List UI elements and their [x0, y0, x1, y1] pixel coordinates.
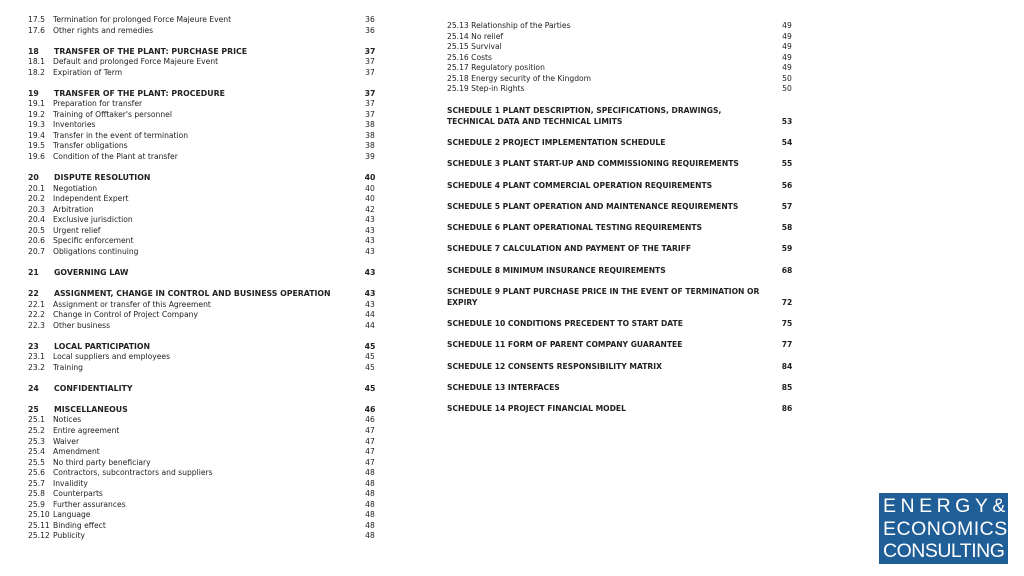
toc-entry-label — [447, 42, 775, 53]
toc-entry-title: Binding effect — [53, 520, 106, 530]
schedule-title: SCHEDULE 14 PROJECT FINANCIAL MODEL — [447, 404, 626, 414]
schedule-title: SCHEDULE 9 PLANT PURCHASE PRICE IN THE EVENT OF TERMINATION OR EXPIRY — [447, 287, 760, 307]
toc-entry[interactable] — [28, 437, 382, 448]
toc-entry[interactable] — [28, 68, 382, 79]
schedule-title: SCHEDULE 5 PLANT OPERATION AND MAINTENANCE REQUIREMENTS — [447, 201, 739, 211]
toc-right-column — [447, 21, 799, 426]
toc-entry-label — [28, 57, 358, 68]
toc-entry-page: 48 — [365, 489, 375, 499]
schedule-list — [447, 106, 799, 415]
toc-entry-label — [28, 426, 358, 437]
toc-entry-page: 43 — [365, 246, 375, 256]
toc-entry-title: Preparation for transfer — [53, 99, 143, 109]
schedule-title: SCHEDULE 6 PLANT OPERATIONAL TESTING REQUIREMENTS — [447, 223, 702, 233]
toc-entry-title: Independent Expert — [53, 194, 129, 204]
toc-entry-page: 49 — [782, 42, 792, 52]
toc-entry-page: 37 — [365, 99, 375, 109]
toc-entry-title: Default and prolonged Force Majeure Event — [53, 57, 219, 67]
toc-entry-page: 50 — [782, 84, 792, 94]
toc-entry[interactable] — [28, 363, 382, 374]
toc-entry[interactable] — [28, 99, 382, 110]
toc-entry-page: 46 — [364, 404, 376, 414]
toc-entry-title: Specific enforcement — [53, 236, 134, 246]
toc-entry-number: 18.2 — [28, 67, 45, 77]
toc-entry[interactable] — [28, 57, 382, 68]
schedule-title: SCHEDULE 2 PROJECT IMPLEMENTATION SCHEDULE — [447, 137, 666, 147]
toc-entry-page: 43 — [365, 215, 375, 225]
toc-entry-title: Amendment — [53, 447, 100, 457]
toc-entry-page: 42 — [365, 204, 375, 214]
toc-entry-page: 36 — [365, 15, 375, 24]
schedule-page: 72 — [781, 297, 793, 307]
toc-entry-number: 23 — [28, 341, 39, 351]
toc-entry-number: 20.7 — [28, 246, 45, 256]
spacer — [447, 95, 799, 106]
toc-entry-label — [28, 68, 358, 79]
toc-entry-page: 36 — [365, 25, 375, 35]
toc-entry-label — [28, 131, 358, 142]
toc-entry-label — [28, 321, 358, 332]
toc-entry-number: 20.3 — [28, 204, 45, 214]
toc-entry-label — [28, 405, 358, 416]
toc-entry-number: 25.5 — [28, 457, 45, 467]
toc-entry-number: 20.2 — [28, 194, 45, 204]
section-gap — [28, 394, 382, 405]
toc-entry[interactable] — [447, 84, 799, 95]
toc-entry-page: 47 — [365, 436, 375, 446]
toc-entry-number: 19.1 — [28, 99, 45, 109]
schedule-page: 85 — [781, 382, 793, 392]
toc-entry-title: Entire agreement — [53, 425, 120, 435]
toc-entry-title: Notices — [53, 415, 82, 425]
toc-entry-label — [28, 289, 358, 300]
toc-entry[interactable] — [28, 15, 382, 26]
toc-entry-page: 43 — [364, 288, 376, 298]
toc-entry-label — [447, 32, 775, 43]
toc-entry-page: 37 — [365, 57, 375, 67]
toc-entry-page: 40 — [364, 173, 376, 183]
toc-entry-page: 48 — [365, 510, 375, 520]
toc-entry-page: 48 — [365, 478, 375, 488]
company-logo — [879, 493, 1008, 564]
toc-entry-title: Counterparts — [53, 489, 103, 499]
toc-entry[interactable] — [447, 63, 799, 74]
toc-entry-label — [28, 437, 358, 448]
toc-entry-page: 48 — [365, 468, 375, 478]
toc-entry[interactable] — [28, 110, 382, 121]
toc-entry-title: Waiver — [53, 436, 80, 446]
toc-entry-page: 37 — [365, 109, 375, 119]
schedule-page: 58 — [781, 223, 793, 233]
toc-entry[interactable] — [28, 300, 382, 311]
toc-entry-title: Other business — [53, 320, 111, 330]
toc-entry-number: 17.6 — [28, 25, 45, 35]
toc-entry-number: 25.11 — [28, 520, 50, 530]
toc-entry-title: Exclusive jurisdiction — [53, 215, 133, 225]
right-entries — [447, 21, 799, 95]
toc-entry-label — [28, 205, 358, 216]
toc-entry-title: MISCELLANEOUS — [54, 404, 128, 414]
toc-entry[interactable] — [28, 120, 382, 131]
schedule-entry[interactable] — [447, 202, 799, 213]
schedule-title: SCHEDULE 11 FORM OF PARENT COMPANY GUARANTEE — [447, 340, 683, 350]
toc-entry-label — [28, 26, 358, 37]
toc-entry-page: 43 — [365, 236, 375, 246]
toc-entry-page: 48 — [365, 531, 375, 541]
schedule-entry[interactable] — [447, 181, 799, 192]
toc-heading[interactable] — [28, 384, 382, 395]
toc-heading[interactable] — [28, 47, 382, 58]
toc-entry-title: Other rights and remedies — [53, 25, 154, 35]
toc-entry-label — [28, 531, 358, 542]
schedule-entry[interactable] — [447, 383, 799, 394]
toc-entry-number: 19.6 — [28, 152, 45, 162]
toc-entry-title: Transfer in the event of termination — [53, 130, 189, 140]
schedule-title: SCHEDULE 3 PLANT START-UP AND COMMISSIONING REQUIREMENTS — [447, 159, 739, 169]
toc-entry-label — [28, 120, 358, 131]
toc-entry[interactable] — [28, 310, 382, 321]
section-gap — [28, 278, 382, 289]
toc-entry-title: Further assurances — [53, 499, 126, 509]
toc-entry[interactable] — [28, 531, 382, 542]
toc-entry-number: 22.1 — [28, 299, 45, 309]
toc-entry-number: 19.5 — [28, 141, 45, 151]
toc-entry-label — [28, 226, 358, 237]
schedule-title: SCHEDULE 12 CONSENTS RESPONSIBILITY MATRIX — [447, 361, 662, 371]
toc-entry-label — [447, 74, 775, 85]
toc-entry-label — [447, 84, 775, 95]
toc-entry-number: 19.2 — [28, 109, 45, 119]
toc-entry-title: No third party beneficiary — [53, 457, 151, 467]
toc-entry[interactable] — [28, 184, 382, 195]
schedule-entry[interactable] — [447, 244, 799, 255]
toc-entry-page: 37 — [364, 88, 376, 98]
toc-entry[interactable] — [28, 215, 382, 226]
toc-entry-label — [28, 415, 358, 426]
toc-entry-label — [28, 384, 358, 395]
toc-entry[interactable] — [28, 321, 382, 332]
toc-entry-number: 18.1 — [28, 57, 45, 67]
toc-entry-page: 37 — [365, 67, 375, 77]
toc-entry-page: 39 — [365, 152, 375, 162]
toc-entry-label — [447, 63, 775, 74]
toc-entry-title: Assignment or transfer of this Agreement — [53, 299, 211, 309]
section-gap — [28, 331, 382, 342]
toc-entry[interactable] — [28, 236, 382, 247]
toc-entry-page: 49 — [782, 63, 792, 73]
toc-entry-number: 25.9 — [28, 499, 45, 509]
toc-entry-page: 38 — [365, 141, 375, 151]
toc-entry[interactable] — [28, 458, 382, 469]
toc-entry-label — [28, 458, 358, 469]
toc-entry-label — [28, 510, 358, 521]
toc-entry-page: 43 — [365, 299, 375, 309]
toc-entry-label — [28, 521, 358, 532]
toc-entry-title: Condition of the Plant at transfer — [53, 152, 178, 162]
schedule-page: 86 — [781, 404, 793, 414]
toc-entry-number: 21 — [28, 267, 39, 277]
toc-entry-number: 20 — [28, 173, 39, 183]
toc-entry[interactable] — [28, 415, 382, 426]
toc-entry-title: Local suppliers and employees — [53, 352, 171, 362]
toc-entry-number: 20.5 — [28, 225, 45, 235]
toc-heading[interactable] — [28, 289, 382, 300]
toc-entry[interactable] — [28, 479, 382, 490]
toc-entry-page: 47 — [365, 425, 375, 435]
schedule-page: 68 — [781, 265, 793, 275]
schedule-entry[interactable] — [447, 138, 799, 149]
schedule-entry[interactable] — [447, 287, 799, 309]
toc-entry-number: 20.4 — [28, 215, 45, 225]
toc-entry-number: 25 — [28, 404, 39, 414]
toc-entry-page: 40 — [365, 183, 375, 193]
toc-entry-number: 23.1 — [28, 352, 45, 362]
toc-entry-title: Training of Offtaker's personnel — [53, 109, 172, 119]
toc-entry-page: 49 — [782, 52, 792, 62]
toc-entry[interactable] — [447, 53, 799, 64]
schedule-title: SCHEDULE 10 CONDITIONS PRECEDENT TO START DATE — [447, 319, 683, 329]
toc-entry-title: 25.13 Relationship of the Parties — [447, 21, 571, 30]
toc-entry-number: 25.6 — [28, 468, 45, 478]
schedule-page: 75 — [781, 319, 793, 329]
toc-entry-number: 25.1 — [28, 415, 45, 425]
schedule-title: SCHEDULE 7 CALCULATION AND PAYMENT OF THE TARIFF — [447, 244, 692, 254]
toc-entry-page: 43 — [365, 225, 375, 235]
toc-entry-page: 38 — [365, 130, 375, 140]
toc-entry-label — [28, 268, 358, 279]
toc-entry-label — [28, 363, 358, 374]
toc-entry-number: 22.2 — [28, 310, 45, 320]
toc-entry-label — [28, 236, 358, 247]
toc-entry-number: 19.3 — [28, 120, 45, 130]
section-gap — [28, 163, 382, 174]
toc-entry-label — [28, 194, 358, 205]
toc-entry[interactable] — [447, 21, 799, 32]
schedule-page: 54 — [781, 137, 793, 147]
toc-entry-label — [28, 141, 358, 152]
toc-entry-title: Contractors, subcontractors and suppliers — [53, 468, 213, 478]
logo-line-3: CONSULTING — [883, 540, 1005, 562]
toc-entry-number: 19.4 — [28, 130, 45, 140]
toc-entry-page: 48 — [365, 520, 375, 530]
toc-entry[interactable] — [28, 510, 382, 521]
toc-entry-page: 48 — [365, 499, 375, 509]
toc-entry-label — [28, 247, 358, 258]
toc-entry-title: TRANSFER OF THE PLANT: PURCHASE PRICE — [54, 46, 248, 56]
toc-heading[interactable] — [28, 405, 382, 416]
toc-left-column — [28, 15, 382, 542]
toc-entry-title: Arbitration — [53, 204, 94, 214]
toc-entry-number: 25.4 — [28, 447, 45, 457]
toc-entry-number: 23.2 — [28, 362, 45, 372]
toc-entry-title: 25.16 Costs — [447, 52, 492, 62]
toc-entry[interactable] — [28, 352, 382, 363]
toc-entry[interactable] — [447, 74, 799, 85]
toc-entry-page: 49 — [782, 31, 792, 41]
toc-heading[interactable] — [28, 89, 382, 100]
toc-entry-title: CONFIDENTIALITY — [54, 383, 133, 393]
toc-entry[interactable] — [28, 131, 382, 142]
toc-entry-title: Change in Control of Project Company — [53, 310, 198, 320]
toc-entry-title: 25.18 Energy security of the Kingdom — [447, 73, 592, 83]
toc-entry-title: ASSIGNMENT, CHANGE IN CONTROL AND BUSINESS OPERATION — [54, 288, 331, 298]
logo-line-2: ECONOMICS — [883, 517, 1008, 540]
toc-entry-number: 25.7 — [28, 478, 45, 488]
toc-entry-number: 19 — [28, 88, 39, 98]
schedule-entry[interactable] — [447, 319, 799, 330]
schedule-entry[interactable] — [447, 266, 799, 277]
toc-entry[interactable] — [28, 152, 382, 163]
toc-entry-label — [28, 152, 358, 163]
toc-heading[interactable] — [28, 342, 382, 353]
toc-entry-title: DISPUTE RESOLUTION — [54, 173, 151, 183]
toc-entry-label — [28, 342, 358, 353]
toc-entry-title: 25.15 Survival — [447, 42, 502, 52]
toc-entry-page: 44 — [365, 310, 375, 320]
schedule-entry[interactable] — [447, 340, 799, 351]
toc-entry-title: Inventories — [53, 120, 96, 130]
toc-entry-title: Expiration of Term — [53, 67, 123, 77]
toc-entry-page: 45 — [364, 341, 376, 351]
toc-entry-label — [447, 53, 775, 64]
toc-entry-page: 46 — [365, 415, 375, 425]
toc-entry-title: Termination for prolonged Force Majeure Event — [53, 15, 232, 24]
toc-entry[interactable] — [28, 226, 382, 237]
schedule-page: 84 — [781, 361, 793, 371]
toc-entry-number: 25.12 — [28, 531, 50, 541]
toc-entry-page: 47 — [365, 457, 375, 467]
toc-entry-label — [28, 352, 358, 363]
schedule-entry[interactable] — [447, 106, 799, 128]
toc-entry-number: 25.2 — [28, 425, 45, 435]
toc-entry-number: 18 — [28, 46, 39, 56]
toc-entry[interactable] — [28, 247, 382, 258]
toc-entry[interactable] — [28, 141, 382, 152]
schedule-page: 57 — [781, 201, 793, 211]
schedule-page: 77 — [781, 340, 793, 350]
toc-entry-page: 37 — [364, 46, 376, 56]
schedule-title: SCHEDULE 4 PLANT COMMERCIAL OPERATION REQUIREMENTS — [447, 180, 713, 190]
toc-entry[interactable] — [28, 489, 382, 500]
toc-entry-title: Language — [53, 510, 91, 520]
toc-entry-label — [447, 21, 775, 32]
section-gap — [28, 257, 382, 268]
schedule-entry[interactable] — [447, 159, 799, 170]
toc-entry[interactable] — [28, 26, 382, 37]
toc-entry[interactable] — [28, 194, 382, 205]
section-gap — [28, 36, 382, 47]
toc-entry-page: 50 — [782, 73, 792, 83]
toc-entry-number: 25.3 — [28, 436, 45, 446]
toc-heading[interactable] — [28, 173, 382, 184]
toc-entry-title: 25.14 No relief — [447, 31, 504, 41]
schedule-title: SCHEDULE 1 PLANT DESCRIPTION, SPECIFICATIONS, DRAWINGS, TECHNICAL DATA AND TECHNICAL LIMITS — [447, 105, 722, 126]
toc-entry-title: 25.19 Step-in Rights — [447, 84, 525, 94]
toc-entry-number: 22.3 — [28, 320, 45, 330]
toc-entry[interactable] — [28, 521, 382, 532]
schedule-entry[interactable] — [447, 223, 799, 234]
toc-entry-label — [28, 99, 358, 110]
toc-entry-label — [28, 500, 358, 511]
schedule-page: 56 — [781, 180, 793, 190]
toc-entry-number: 20.1 — [28, 183, 45, 193]
toc-entry-number: 17.5 — [28, 15, 45, 24]
toc-entry-label — [28, 300, 358, 311]
toc-entry-title: Invalidity — [53, 478, 88, 488]
schedule-title: SCHEDULE 13 INTERFACES — [447, 382, 560, 392]
toc-entry-label — [28, 489, 358, 500]
toc-entry-label — [28, 110, 358, 121]
toc-entry-page: 45 — [364, 383, 376, 393]
schedule-entry[interactable] — [447, 404, 799, 415]
toc-entry[interactable] — [28, 500, 382, 511]
toc-entry-label — [28, 479, 358, 490]
toc-entry-page: 43 — [364, 267, 376, 277]
schedule-entry[interactable] — [447, 362, 799, 373]
toc-entry[interactable] — [28, 468, 382, 479]
schedule-page: 53 — [781, 116, 793, 126]
toc-entry-title: Transfer obligations — [53, 141, 128, 151]
toc-entry-page: 40 — [365, 194, 375, 204]
toc-entry[interactable] — [28, 205, 382, 216]
toc-entry-title: Training — [53, 362, 83, 372]
toc-entry-number: 20.6 — [28, 236, 45, 246]
toc-entry-number: 22 — [28, 288, 39, 298]
toc-entry[interactable] — [28, 426, 382, 437]
toc-entry-label — [28, 310, 358, 321]
toc-entry-label — [28, 215, 358, 226]
toc-entry-label — [28, 468, 358, 479]
toc-entry-label — [28, 15, 358, 26]
toc-heading[interactable] — [28, 268, 382, 279]
toc-entry-number: 25.10 — [28, 510, 50, 520]
toc-entry-label — [28, 47, 358, 58]
toc-entry-label — [28, 447, 358, 458]
toc-entry[interactable] — [28, 447, 382, 458]
schedule-page: 59 — [781, 244, 793, 254]
toc-entry-title: Urgent relief — [53, 225, 101, 235]
toc-entry-page: 38 — [365, 120, 375, 130]
toc-entry-title: LOCAL PARTICIPATION — [54, 341, 151, 351]
toc-entry-title: Negotiation — [53, 183, 98, 193]
toc-entry-label — [28, 89, 358, 100]
schedule-page: 55 — [781, 159, 793, 169]
toc-entry-title: TRANSFER OF THE PLANT: PROCEDURE — [54, 88, 225, 98]
schedule-title: SCHEDULE 8 MINIMUM INSURANCE REQUIREMENTS — [447, 265, 666, 275]
toc-entry[interactable] — [447, 32, 799, 43]
toc-entry-label — [28, 184, 358, 195]
toc-entry[interactable] — [447, 42, 799, 53]
toc-entry-number: 24 — [28, 383, 39, 393]
toc-entry-page: 49 — [782, 21, 792, 30]
section-gap — [28, 373, 382, 384]
logo-line-1: ENERGY& — [883, 495, 1010, 517]
toc-entry-page: 45 — [365, 352, 375, 362]
toc-entry-title: Publicity — [53, 531, 86, 541]
toc-entry-page: 44 — [365, 320, 375, 330]
section-gap — [28, 78, 382, 89]
toc-entry-title: GOVERNING LAW — [54, 267, 129, 277]
toc-entry-page: 47 — [365, 447, 375, 457]
toc-entry-label — [28, 173, 358, 184]
toc-entry-number: 25.8 — [28, 489, 45, 499]
toc-entry-title: 25.17 Regulatory position — [447, 63, 545, 73]
toc-entry-page: 45 — [365, 362, 375, 372]
toc-entry-title: Obligations continuing — [53, 246, 139, 256]
